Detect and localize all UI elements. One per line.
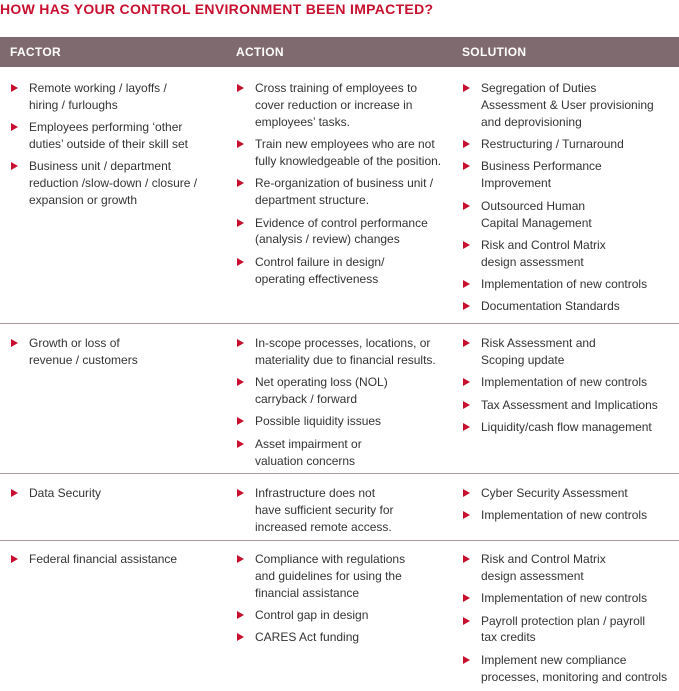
factor-cell [8,551,213,573]
red-triangle-bullet-icon [463,401,470,409]
red-triangle-bullet-icon [463,555,470,563]
list-item: Segregation of Duties Assessment & User provisioning and deprovisioning [460,80,675,131]
action-cell [234,485,444,541]
red-triangle-bullet-icon [11,489,18,497]
red-triangle-bullet-icon [463,280,470,288]
list-item: Restructuring / Turnaround [460,136,675,153]
red-triangle-bullet-icon [237,417,244,425]
solution-cell [460,485,675,530]
list-item: Cyber Security Assessment [460,485,675,502]
red-triangle-bullet-icon [237,84,244,92]
list-item: Implementation of new controls [460,374,675,391]
red-triangle-bullet-icon [463,202,470,210]
factor-cell [8,335,213,374]
action-cell [234,551,444,652]
red-triangle-bullet-icon [237,489,244,497]
red-triangle-bullet-icon [237,611,244,619]
red-triangle-bullet-icon [11,84,18,92]
factor-cell [8,80,213,215]
header-solution: SOLUTION [462,45,527,59]
list-item: Train new employees who are not fully knowledgeable of the position. [234,136,444,170]
red-triangle-bullet-icon [463,617,470,625]
action-cell [234,335,444,475]
red-triangle-bullet-icon [11,123,18,131]
list-item: Evidence of control performance (analysis / review) changes [234,215,444,249]
row-divider [0,473,679,474]
red-triangle-bullet-icon [11,162,18,170]
red-triangle-bullet-icon [463,84,470,92]
list-item: Federal financial assistance [8,551,213,568]
list-item: Possible liquidity issues [234,413,444,430]
list-item: Tax Assessment and Implications [460,397,675,414]
list-item: Business unit / department reduction /slow-down / closure / expansion or growth [8,158,213,209]
list-item: Data Security [8,485,213,502]
list-item: Implementation of new controls [460,507,675,524]
list-item: Documentation Standards [460,298,675,315]
action-cell [234,80,444,293]
red-triangle-bullet-icon [237,378,244,386]
list-item: Growth or loss of revenue / customers [8,335,213,369]
list-item: Remote working / layoffs / hiring / furloughs [8,80,213,114]
red-triangle-bullet-icon [463,302,470,310]
red-triangle-bullet-icon [237,339,244,347]
list-item: Cross training of employees to cover reduction or increase in employees’ tasks. [234,80,444,131]
red-triangle-bullet-icon [463,489,470,497]
list-item: Implement new compliance processes, monitoring and controls [460,652,675,686]
red-triangle-bullet-icon [463,594,470,602]
list-item: Liquidity/cash flow management [460,419,675,436]
red-triangle-bullet-icon [237,140,244,148]
solution-cell [460,80,675,321]
red-triangle-bullet-icon [463,423,470,431]
red-triangle-bullet-icon [463,378,470,386]
row-divider [0,540,679,541]
solution-cell [460,335,675,441]
list-item: CARES Act funding [234,629,444,646]
red-triangle-bullet-icon [237,258,244,266]
list-item: Control failure in design/ operating effectiveness [234,254,444,288]
red-triangle-bullet-icon [237,555,244,563]
list-item: Implementation of new controls [460,590,675,607]
red-triangle-bullet-icon [237,179,244,187]
red-triangle-bullet-icon [463,241,470,249]
red-triangle-bullet-icon [11,555,18,563]
list-item: Risk Assessment and Scoping update [460,335,675,369]
list-item: Implementation of new controls [460,276,675,293]
list-item: Payroll protection plan / payroll tax credits [460,613,675,647]
header-factor: FACTOR [10,45,61,59]
red-triangle-bullet-icon [463,511,470,519]
list-item: Re-organization of business unit / department structure. [234,175,444,209]
list-item: Risk and Control Matrix design assessment [460,551,675,585]
red-triangle-bullet-icon [11,339,18,347]
solution-cell [460,551,675,691]
list-item: Compliance with regulations and guidelines for using the financial assistance [234,551,444,602]
list-item: Control gap in design [234,607,444,624]
red-triangle-bullet-icon [463,140,470,148]
page-title: HOW HAS YOUR CONTROL ENVIRONMENT BEEN IMPACTED? [0,1,434,17]
red-triangle-bullet-icon [463,339,470,347]
list-item: Outsourced Human Capital Management [460,198,675,232]
list-item: In-scope processes, locations, or materiality due to financial results. [234,335,444,369]
list-item: Infrastructure does not have sufficient security for increased remote access. [234,485,444,536]
factor-cell [8,485,213,507]
list-item: Risk and Control Matrix design assessment [460,237,675,271]
table-header [0,37,679,67]
red-triangle-bullet-icon [237,440,244,448]
red-triangle-bullet-icon [237,633,244,641]
list-item: Net operating loss (NOL) carryback / forward [234,374,444,408]
list-item: Asset impairment or valuation concerns [234,436,444,470]
header-action: ACTION [236,45,284,59]
red-triangle-bullet-icon [463,162,470,170]
list-item: Employees performing ‘other duties’ outside of their skill set [8,119,213,153]
row-divider [0,323,679,324]
list-item: Business Performance Improvement [460,158,675,192]
red-triangle-bullet-icon [237,219,244,227]
red-triangle-bullet-icon [463,656,470,664]
